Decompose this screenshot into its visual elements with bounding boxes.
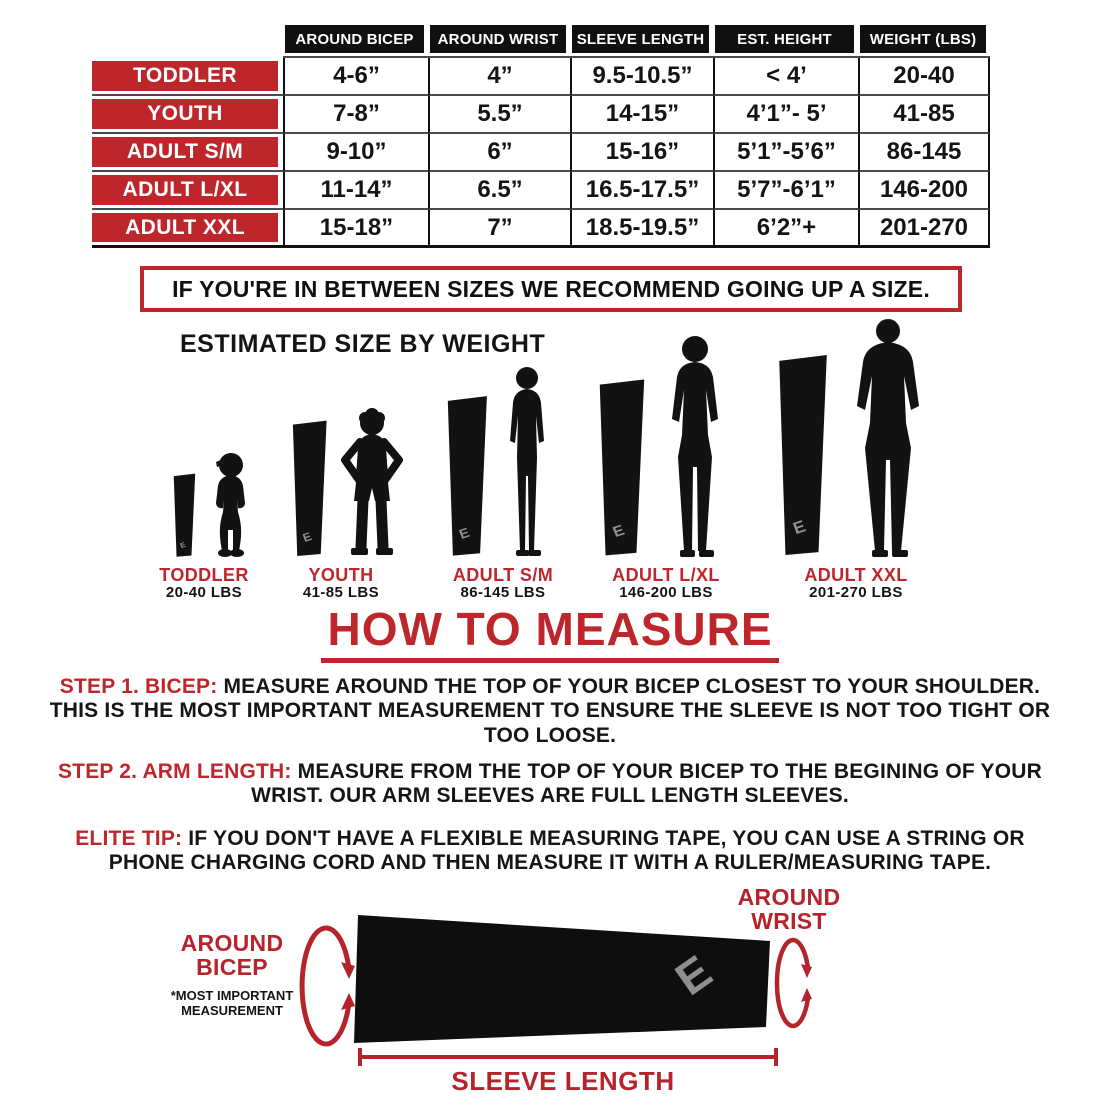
row-label-adult-sm: ADULT S/M xyxy=(92,137,278,167)
table-cell: 5’1”-5’6” xyxy=(713,134,858,172)
col-header-around-bicep xyxy=(283,25,428,58)
between-sizes-banner: IF YOU'RE IN BETWEEN SIZES WE RECOMMEND GOING UP A SIZE. xyxy=(140,266,962,312)
youth-sleeve-icon xyxy=(287,418,331,558)
table-cell: 4” xyxy=(428,58,570,96)
adult-sm-silhouette-icon xyxy=(497,366,557,558)
table-cell: 7” xyxy=(428,210,570,248)
table-cell: 4’1”- 5’ xyxy=(713,96,858,134)
group-label-adult-xxl xyxy=(804,565,907,602)
table-cell: 9-10” xyxy=(283,134,428,172)
how-to-measure-title: HOW TO MEASURE xyxy=(321,602,778,663)
row-label-adult-lxl: ADULT L/XL xyxy=(92,175,278,205)
measure-line-bar xyxy=(362,1055,774,1059)
step-text: MEASURE AROUND THE TOP OF YOUR BICEP CLOSEST TO YOUR SHOULDER. THIS IS THE MOST IMPORTANT MEASUREMENT TO ENSURE THE SLEEVE IS NOT TOO TIGHT OR TOO LOOSE. xyxy=(49,675,1051,747)
svg-text:E: E xyxy=(178,540,187,550)
table-cell: 146-200 xyxy=(858,172,990,210)
sleeve-length-label: SLEEVE LENGTH xyxy=(451,1066,675,1096)
adult-sm-sleeve-icon xyxy=(441,393,492,558)
table-cell: 18.5-19.5” xyxy=(570,210,713,248)
group-name: ADULT XXL xyxy=(804,565,908,585)
adult-xxl-silhouette-icon xyxy=(845,318,931,558)
col-header-label: AROUND BICEP xyxy=(285,25,424,53)
table-cell: 15-16” xyxy=(570,134,713,172)
group-weight: 146-200 LBS xyxy=(619,584,713,602)
table-cell: 201-270 xyxy=(858,210,990,248)
table-cell: 9.5-10.5” xyxy=(570,58,713,96)
bicep-measure-arrow-icon xyxy=(298,922,356,1050)
table-cell: 16.5-17.5” xyxy=(570,172,713,210)
step-label: ELITE TIP: xyxy=(75,827,183,850)
col-header-label: WEIGHT (LBS) xyxy=(860,25,986,53)
adult-lxl-silhouette-icon xyxy=(654,335,736,558)
adult-lxl-sleeve-icon xyxy=(592,376,650,558)
table-cell: 20-40 xyxy=(858,58,990,96)
svg-text:E: E xyxy=(665,944,721,1006)
group-weight: 201-270 LBS xyxy=(809,584,903,602)
table-row xyxy=(92,96,283,134)
group-label-toddler xyxy=(159,565,248,602)
row-label-youth: YOUTH xyxy=(92,99,278,129)
wrist-measure-arrow-icon xyxy=(774,936,814,1030)
group-label-adult-lxl xyxy=(612,565,720,602)
bicep-important-note: *MOST IMPORTANT MEASUREMENT xyxy=(170,988,294,1019)
group-weight: 86-145 LBS xyxy=(460,584,546,602)
toddler-silhouette-icon xyxy=(202,450,258,558)
table-cell: 5.5” xyxy=(428,96,570,134)
col-header-label: SLEEVE LENGTH xyxy=(572,25,709,53)
around-bicep-label: AROUND BICEP xyxy=(180,930,284,980)
youth-silhouette-icon xyxy=(333,408,411,558)
svg-text:E: E xyxy=(790,515,809,539)
col-header-around-wrist xyxy=(428,25,570,58)
table-row xyxy=(92,172,283,210)
step-2-arm-length xyxy=(40,760,1060,809)
step-text: MEASURE FROM THE TOP OF YOUR BICEP TO THE BEGINING OF YOUR WRIST. OUR ARM SLEEVES ARE FULL LENGTH SLEEVES. xyxy=(251,760,1043,808)
step-label: STEP 2. ARM LENGTH: xyxy=(57,760,292,783)
group-name: YOUTH xyxy=(308,565,374,585)
col-header-label: EST. HEIGHT xyxy=(715,25,854,53)
col-header-weight xyxy=(858,25,990,58)
sleeve-diagram-icon xyxy=(352,905,772,1050)
group-name: TODDLER xyxy=(159,565,249,585)
table-cell: 11-14” xyxy=(283,172,428,210)
table-cell: 4-6” xyxy=(283,58,428,96)
table-cell: 86-145 xyxy=(858,134,990,172)
table-cell: 14-15” xyxy=(570,96,713,134)
svg-text:E: E xyxy=(300,529,314,545)
step-1-bicep xyxy=(40,675,1060,748)
group-name: ADULT L/XL xyxy=(612,565,720,585)
how-to-measure-section xyxy=(0,602,1100,663)
table-cell: < 4’ xyxy=(713,58,858,96)
table-corner-empty xyxy=(92,25,283,58)
table-row xyxy=(92,210,283,248)
row-label-toddler: TODDLER xyxy=(92,61,278,91)
table-cell: 7-8” xyxy=(283,96,428,134)
adult-xxl-sleeve-icon xyxy=(771,351,833,558)
table-cell: 6’2”+ xyxy=(713,210,858,248)
svg-text:E: E xyxy=(610,522,627,541)
table-cell: 5’7”-6’1” xyxy=(713,172,858,210)
table-cell: 41-85 xyxy=(858,96,990,134)
group-label-youth xyxy=(303,565,379,602)
toddler-sleeve-icon xyxy=(170,472,198,558)
col-header-est-height xyxy=(713,25,858,58)
weight-guide-title: ESTIMATED SIZE BY WEIGHT xyxy=(180,330,546,358)
col-header-sleeve-length xyxy=(570,25,713,58)
table-cell: 15-18” xyxy=(283,210,428,248)
step-label: STEP 1. BICEP: xyxy=(59,675,218,698)
group-name: ADULT S/M xyxy=(452,565,554,585)
step-text: IF YOU DON'T HAVE A FLEXIBLE MEASURING TAPE, YOU CAN USE A STRING OR PHONE CHARGING CORD AND THEN MEASURE IT WITH A RULER/MEASURING TAPE. xyxy=(108,827,1025,875)
size-table xyxy=(92,25,990,248)
group-weight: 20-40 LBS xyxy=(165,584,243,602)
row-label-adult-xxl: ADULT XXL xyxy=(92,213,278,242)
elite-tip xyxy=(40,827,1060,876)
table-cell: 6” xyxy=(428,134,570,172)
table-row xyxy=(92,134,283,172)
svg-text:E: E xyxy=(456,524,472,542)
group-label-adult-sm xyxy=(453,565,553,602)
group-weight: 41-85 LBS xyxy=(302,584,380,602)
col-header-label: AROUND WRIST xyxy=(430,25,566,53)
table-cell: 6.5” xyxy=(428,172,570,210)
table-row xyxy=(92,58,283,96)
around-wrist-label: AROUND WRIST xyxy=(737,884,841,934)
sleeve-length-measure-line xyxy=(358,1048,778,1066)
